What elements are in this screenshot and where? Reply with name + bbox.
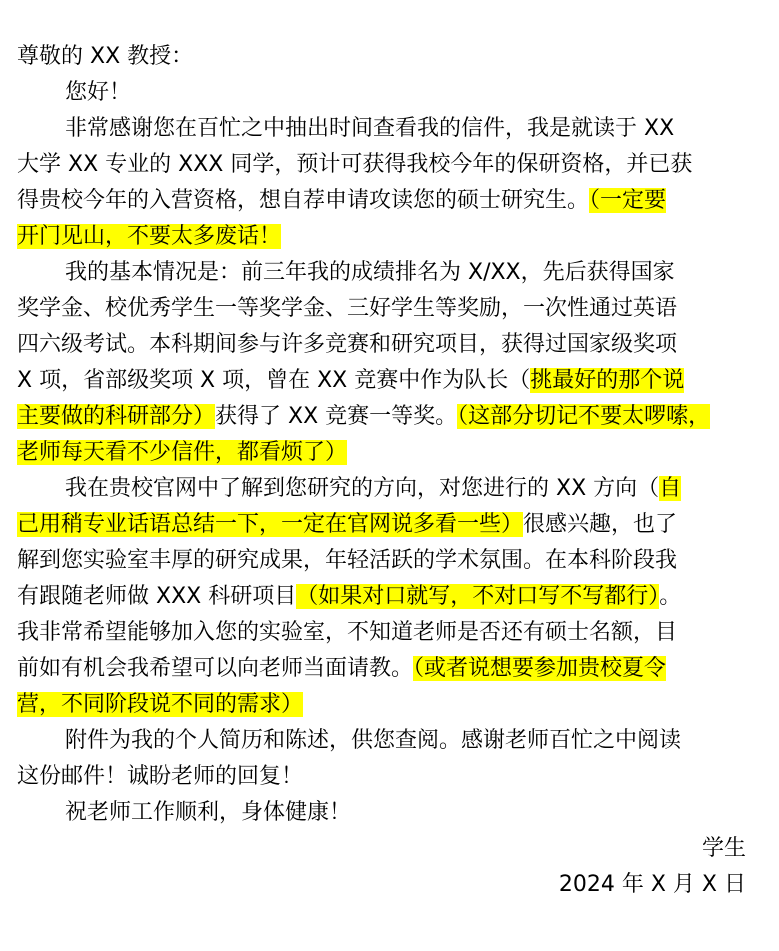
paragraph-attachment-line: 附件为我的个人简历和陈述，供您查阅。感谢老师百忙之中阅读	[65, 728, 682, 753]
paragraph-interest-line	[17, 687, 746, 723]
highlighted-note: 主要做的科研部分）	[17, 404, 216, 429]
highlighted-note: 挑最好的那个说	[530, 368, 685, 393]
greeting: 您好！	[65, 80, 132, 105]
paragraph-intro-line	[17, 219, 746, 255]
highlighted-note: （一定要	[589, 188, 667, 213]
highlighted-note: （或者说想要参加贵校夏令	[413, 656, 667, 681]
highlighted-note: 己用稍专业话语总结一下，一定在官网说多看一些）	[17, 512, 524, 537]
highlighted-note: 自	[659, 476, 682, 501]
paragraph-intro-line: 得贵校今年的入营资格，想自荐申请攻读您的硕士研究生。（一定要	[17, 188, 667, 213]
paragraph-interest-line: 我非常希望能够加入您的实验室，不知道老师是否还有硕士名额，目	[17, 620, 678, 645]
closing: 祝老师工作顺利，身体健康！	[65, 800, 352, 825]
paragraph-background-line	[17, 435, 746, 471]
paragraph-background-line: 奖学金、校优秀学生一等奖学金、三好学生等奖励，一次性通过英语	[17, 296, 678, 321]
paragraph-background-line: X 项，省部级奖项 X 项，曾在 XX 竞赛中作为队长（挑最好的那个说	[17, 368, 685, 393]
signature: 学生	[701, 836, 746, 861]
paragraph-background-line: 主要做的科研部分）获得了 XX 竞赛一等奖。（这部分切记不要太啰嗦，	[17, 404, 711, 429]
paragraph-interest-line: 我在贵校官网中了解到您研究的方向，对您进行的 XX 方向（自	[65, 476, 682, 501]
paragraph-intro-line: 非常感谢您在百忙之中抽出时间查看我的信件，我是就读于 XX	[65, 116, 675, 141]
highlighted-note: （如果对口就写，不对口写不写都行）	[296, 584, 660, 609]
paragraph-interest-line: 有跟随老师做 XXX 科研项目（如果对口就写，不对口写不写都行）。	[17, 584, 682, 609]
paragraph-interest-line: 己用稍专业话语总结一下，一定在官网说多看一些）很感兴趣，也了	[17, 512, 678, 537]
paragraph-background-line: 我的基本情况是：前三年我的成绩排名为 X/XX，先后获得国家	[65, 260, 675, 285]
date: 2024 年 X 月 X 日	[558, 872, 746, 897]
salutation: 尊敬的 XX 教授：	[17, 44, 194, 69]
paragraph-attachment-line: 这份邮件！诚盼老师的回复！	[17, 764, 304, 789]
highlighted-note: （这部分切记不要太啰嗦，	[457, 404, 711, 429]
highlighted-note: 老师每天看不少信件，都看烦了）	[17, 440, 348, 465]
paragraph-interest-line: 解到您实验室丰厚的研究成果，年轻活跃的学术氛围。在本科阶段我	[17, 548, 678, 573]
paragraph-interest-line: 前如有机会我希望可以向老师当面请教。（或者说想要参加贵校夏令	[17, 656, 667, 681]
paragraph-background-line: 四六级考试。本科期间参与许多竞赛和研究项目，获得过国家级奖项	[17, 332, 678, 357]
highlighted-note: 营，不同阶段说不同的需求）	[17, 692, 304, 717]
highlighted-note: 开门见山，不要太多废话！	[17, 224, 282, 249]
paragraph-intro-line: 大学 XX 专业的 XXX 同学，预计可获得我校今年的保研资格，并已获	[17, 152, 693, 177]
